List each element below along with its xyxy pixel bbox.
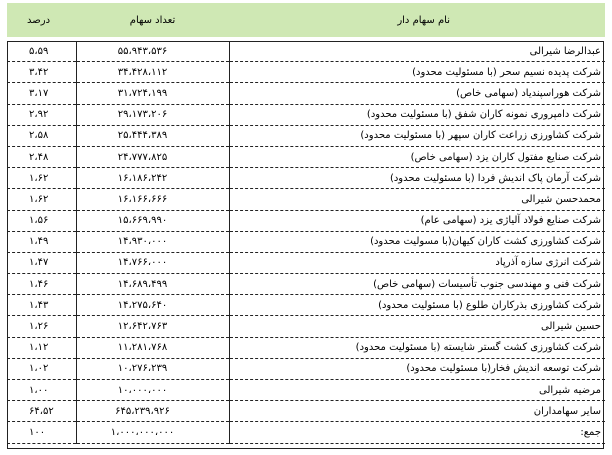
- share-count-cell: ۶۴۵،۲۳۹،۹۲۶: [76, 401, 229, 422]
- share-count-cell: ۱۰،۰۰۰،۰۰۰: [76, 380, 229, 401]
- percent-cell: ۳،۴۲: [7, 62, 76, 83]
- share-count-cell: ۳۱،۷۲۴،۱۹۹: [76, 83, 229, 104]
- share-count-cell: ۱۱،۲۸۱،۷۶۸: [76, 337, 229, 358]
- percent-cell: ۱،۴۳: [7, 295, 76, 316]
- shareholder-name-cell: مرضیه شیرالی: [229, 380, 605, 401]
- percent-cell: ۱،۴۹: [7, 231, 76, 252]
- table-row: [7, 125, 605, 146]
- shareholders-table: [7, 3, 605, 444]
- table-row: [7, 231, 605, 252]
- share-count-cell: ۱۲،۶۴۲،۷۶۳: [76, 316, 229, 337]
- percent-cell: ۱،۶۲: [7, 168, 76, 189]
- shareholder-name-cell: شرکت پدیده نسیم سحر (با مسئولیت محدود): [229, 62, 605, 83]
- share-count-cell: ۱۵،۶۶۹،۹۹۰: [76, 210, 229, 231]
- table-row: [7, 358, 605, 379]
- table-row: [7, 210, 605, 231]
- table-header-row: [7, 3, 605, 37]
- share-count-cell: ۱۰،۲۷۶،۲۳۹: [76, 358, 229, 379]
- header-shareholder-name: نام سهام دار: [229, 3, 605, 37]
- percent-cell: ۲،۵۸: [7, 125, 76, 146]
- table-row: [7, 146, 605, 167]
- shareholder-name-cell: شرکت کشاورزی بذرکاران طلوع (با مسئولیت محدود): [229, 295, 605, 316]
- table-row: [7, 316, 605, 337]
- shareholder-name-cell: شرکت انرژی سازه آذرپاد: [229, 252, 605, 273]
- table-row: [7, 168, 605, 189]
- shareholder-name-cell: جمع:: [229, 422, 605, 443]
- table-row: [7, 189, 605, 210]
- table-total-row: [7, 422, 605, 443]
- percent-cell: ۱،۲۶: [7, 316, 76, 337]
- percent-cell: ۶۴،۵۲: [7, 401, 76, 422]
- shareholder-name-cell: شرکت کشاورزی زراعت کاران سپهر (با مسئولیت محدود): [229, 125, 605, 146]
- table-row: [7, 337, 605, 358]
- share-count-cell: ۲۵،۴۴۴،۳۸۹: [76, 125, 229, 146]
- share-count-cell: ۱۴،۹۳۰،۰۰۰: [76, 231, 229, 252]
- percent-cell: ۲،۹۲: [7, 104, 76, 125]
- table-row: [7, 41, 605, 62]
- share-count-cell: ۱۶،۱۶۶،۶۶۶: [76, 189, 229, 210]
- table-row: [7, 104, 605, 125]
- table-row: [7, 62, 605, 83]
- percent-cell: ۱۰۰: [7, 422, 76, 443]
- percent-cell: ۱،۵۶: [7, 210, 76, 231]
- percent-cell: ۱،۰۲: [7, 358, 76, 379]
- header-share-count: تعداد سهام: [76, 3, 229, 37]
- shareholder-name-cell: شرکت توسعه اندیش فخار(با مسئولیت محدود): [229, 358, 605, 379]
- table-row: [7, 83, 605, 104]
- shareholder-name-cell: شرکت آرمان پاک اندیش فردا (با مسئولیت محدود): [229, 168, 605, 189]
- shareholder-name-cell: شرکت صنایع فولاد آلیاژی یزد (سهامی عام): [229, 210, 605, 231]
- table-row: [7, 380, 605, 401]
- shareholder-name-cell: شرکت صنایع مفتول کاران یزد (سهامی خاص): [229, 146, 605, 167]
- shareholder-name-cell: شرکت هوراسپندیاد (سهامی خاص): [229, 83, 605, 104]
- shareholder-name-cell: شرکت فنی و مهندسی جنوب تأسیسات (سهامی خاص): [229, 274, 605, 295]
- percent-cell: ۱،۴۶: [7, 274, 76, 295]
- shareholder-name-cell: سایر سهامداران: [229, 401, 605, 422]
- share-count-cell: ۱۴،۷۶۶،۰۰۰: [76, 252, 229, 273]
- header-percent: درصد: [7, 3, 76, 37]
- shareholder-name-cell: شرکت دامپروری نمونه کاران شفق (با مسئولیت محدود): [229, 104, 605, 125]
- shareholder-name-cell: عبدالرضا شیرالی: [229, 41, 605, 62]
- table-row: [7, 295, 605, 316]
- table-row: [7, 274, 605, 295]
- table-body: [7, 37, 605, 443]
- percent-cell: ۵،۵۹: [7, 41, 76, 62]
- share-count-cell: ۱۶،۱۸۶،۲۴۲: [76, 168, 229, 189]
- percent-cell: ۱،۱۲: [7, 337, 76, 358]
- share-count-cell: ۱۴،۲۷۵،۶۴۰: [76, 295, 229, 316]
- share-count-cell: ۱۴،۶۸۹،۴۹۹: [76, 274, 229, 295]
- share-count-cell: ۳۴،۴۲۸،۱۱۲: [76, 62, 229, 83]
- percent-cell: ۱،۰۰: [7, 380, 76, 401]
- percent-cell: ۳،۱۷: [7, 83, 76, 104]
- shareholder-name-cell: حسین شیرالی: [229, 316, 605, 337]
- percent-cell: ۱،۶۲: [7, 189, 76, 210]
- table-row: [7, 401, 605, 422]
- table-row: [7, 252, 605, 273]
- shareholder-name-cell: شرکت کشاورزی کشت گستر شایسته (با مسئولیت محدود): [229, 337, 605, 358]
- share-count-cell: ۵۵،۹۴۳،۵۳۶: [76, 41, 229, 62]
- share-count-cell: ۲۹،۱۷۳،۲۰۶: [76, 104, 229, 125]
- percent-cell: ۲،۴۸: [7, 146, 76, 167]
- shareholder-name-cell: شرکت کشاورزی کشت کاران کیهان(با مسولیت محدود): [229, 231, 605, 252]
- percent-cell: ۱،۴۷: [7, 252, 76, 273]
- shareholder-name-cell: محمدحسن شیرالی: [229, 189, 605, 210]
- share-count-cell: ۲۴،۷۷۷،۸۲۵: [76, 146, 229, 167]
- share-count-cell: ۱،۰۰۰،۰۰۰،۰۰۰: [76, 422, 229, 443]
